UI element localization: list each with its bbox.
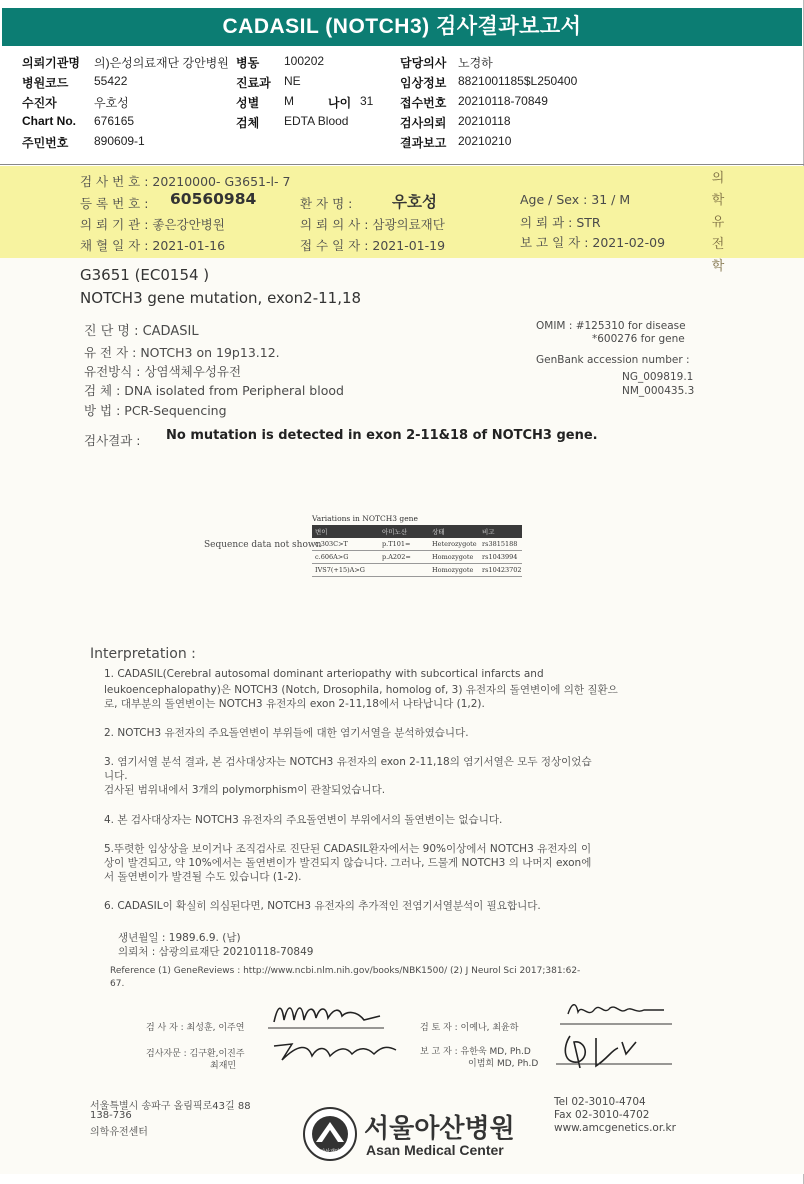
tester-signature <box>268 996 384 1030</box>
test-name: NOTCH3 gene mutation, exon2-11,18 <box>80 289 362 307</box>
age-sex: Age / Sex : 31 / M <box>520 192 631 207</box>
stamp-char: 학 <box>711 259 725 274</box>
tester: 검 사 자 : 최성훈, 이주연 <box>146 1023 245 1033</box>
interp-line: 3. 염기서열 분석 결과, 본 검사대상자는 NOTCH3 유전자의 exon 2-11,18의 염기서열은 모두 정상이었습 <box>104 756 592 768</box>
accession-1: NG_009819.1 <box>622 371 694 383</box>
value-specimen: EDTA Blood <box>284 114 349 128</box>
interp-line: 검사된 범위내에서 3개의 polymorphism이 관찰되었습니다. <box>104 784 386 796</box>
reporter-2: 이범희 MD, Ph.D <box>468 1059 539 1069</box>
variation-table-header <box>312 525 522 538</box>
accession-2: NM_000435.3 <box>622 385 695 397</box>
address-line-3: 의학유전센터 <box>90 1127 148 1138</box>
test-code: G3651 (EC0154 ) <box>80 266 210 284</box>
stamp-char: 학 <box>711 193 725 208</box>
scan-agency: 의 뢰 기 관 : 좋은강안병원 <box>80 217 225 232</box>
table-cell: p.A202= <box>382 553 411 561</box>
asan-foundation-logo <box>302 1106 358 1162</box>
value-agency: 의)은성의료재단 강안병원 <box>94 56 229 70</box>
exam-number: 검 사 번 호 : 20210000- G3651-l- 7 <box>80 174 291 189</box>
header-cell: 아미노산 <box>382 528 408 536</box>
table-row <box>312 564 522 577</box>
reporter-signature <box>556 1028 672 1072</box>
sequence-note: Sequence data not shown <box>204 540 322 550</box>
label-sex: 성별 <box>236 96 260 110</box>
label-resident-no: 주민번호 <box>22 136 69 150</box>
report-title: CADASIL (NOTCH3) 검사결과보고서 <box>2 8 802 46</box>
interp-line: 2. NOTCH3 유전자의 주요돌연변이 부위들에 대한 염기서열을 분석하였습니다. <box>104 727 469 739</box>
value-resident-no: 890609-1 <box>94 134 145 148</box>
result-text: No mutation is detected in exon 2-11&18 of NOTCH3 gene. <box>166 428 598 443</box>
omim-disease: OMIM : #125310 for disease <box>536 320 686 332</box>
interp-line: 상이 발견되고, 약 10%에서는 돌연변이가 발견되지 않습니다. 그러나, 드물게 NOTCH3 의 나머지 exon에 <box>104 857 592 869</box>
header-cell: 변이 <box>315 528 328 536</box>
patient-label: 환 자 명 : <box>300 196 353 211</box>
interp-line: 6. CADASIL이 확실히 의심된다면, NOTCH3 유전자의 추가적인 전염기서열분석이 필요합니다. <box>104 900 541 912</box>
variation-table-title: Variations in NOTCH3 gene <box>312 514 418 523</box>
website: www.amcgenetics.or.kr <box>554 1122 676 1134</box>
reg-number: 60560984 <box>170 190 257 208</box>
hospital-name-en: Asan Medical Center <box>366 1142 504 1158</box>
report-date: 보 고 일 자 : 2021-02-09 <box>520 235 666 250</box>
value-clinical-info: 8821001185$L250400 <box>458 74 578 88</box>
collect-date: 채 혈 일 자 : 2021-01-16 <box>80 238 226 253</box>
variation-table <box>312 514 522 577</box>
label-specimen: 검체 <box>236 116 260 130</box>
table-cell: rs10423702 <box>482 566 522 574</box>
table-cell: IVS7(+15)A>G <box>315 566 365 574</box>
diagnosis: 진 단 명 : CADASIL <box>84 324 199 339</box>
value-ward: 100202 <box>284 54 325 68</box>
value-doctor: 노경하 <box>458 56 493 70</box>
value-hospital-code: 55422 <box>94 74 128 88</box>
advisor-signature <box>268 1034 404 1064</box>
label-patient: 수진자 <box>22 96 57 110</box>
verifier: 검 토 자 : 이예나, 최윤하 <box>420 1023 519 1033</box>
verifier-signature <box>560 996 672 1030</box>
label-chart-no: Chart No. <box>22 114 76 128</box>
method: 방 법 : PCR-Sequencing <box>84 403 227 418</box>
interp-line: 1. CADASIL(Cerebral autosomal dominant arteriopathy with subcortical infarcts and <box>104 668 544 680</box>
birth-date: 생년월일 : 1989.6.9. (남) <box>118 932 241 944</box>
specimen: 검 체 : DNA isolated from Peripheral blood <box>84 383 344 398</box>
header-cell: 상태 <box>432 528 445 536</box>
gene: 유 전 자 : NOTCH3 on 19p13.12. <box>84 345 280 360</box>
interp-line: 5.뚜렷한 임상상을 보이거나 조직검사로 진단된 CADASIL환자에서는 90%이상에서 NOTCH3 유전자의 이 <box>104 843 592 855</box>
header-cell: 비고 <box>482 528 495 536</box>
table-cell: rs1043994 <box>482 553 518 561</box>
logo-inner-text: 아산재단 <box>320 1149 340 1155</box>
label-clinical-info: 임상정보 <box>400 76 447 90</box>
patient-name: 우호성 <box>392 193 437 211</box>
telephone: Tel 02-3010-4704 <box>554 1096 646 1108</box>
dept-vertical-stamp <box>708 168 728 278</box>
value-age: 31 <box>360 94 374 108</box>
interpretation-title: Interpretation : <box>90 646 196 662</box>
fax: Fax 02-3010-4702 <box>554 1109 650 1121</box>
label-request-date: 검사의뢰 <box>400 116 447 130</box>
label-accession: 접수번호 <box>400 96 447 110</box>
label-age: 나이 <box>328 96 352 110</box>
interp-line: 로, 대부분의 돌연변이는 NOTCH3 유전자의 exon 2-11,18에서 나타납니다 (1,2). <box>104 698 485 710</box>
reference-line-2: 67. <box>110 979 125 989</box>
interp-line: leukoencephalopathy)은 NOTCH3 (Notch, Drosophila, homolog of, 3) 유전자의 돌연변이에 의한 질환으 <box>104 684 618 696</box>
table-row <box>312 538 522 551</box>
interp-line: 4. 본 검사대상자는 NOTCH3 유전자의 주요돌연변이 부위에서의 돌연변이는 없습니다. <box>104 814 503 826</box>
result-label: 검사결과 : <box>84 433 141 448</box>
omim-gene: *600276 for gene <box>592 333 685 345</box>
receive-date: 접 수 일 자 : 2021-01-19 <box>300 238 446 253</box>
reference-line-1: Reference (1) GeneReviews : http://www.ncbi.nlm.nih.gov/books/NBK1500/ (2) J Neurol Sci 2017;381:62- <box>110 966 581 976</box>
table-cell: Homozygote <box>432 566 474 574</box>
value-dept: NE <box>284 74 301 88</box>
label-report-date: 결과보고 <box>400 136 447 150</box>
table-row <box>312 551 522 564</box>
stamp-char: 전 <box>711 237 725 252</box>
address-line-1: 서울특별시 송파구 올림픽로43길 88 <box>90 1101 251 1112</box>
label-doctor: 담당의사 <box>400 56 447 70</box>
stamp-char: 유 <box>711 215 725 230</box>
table-cell: c.303C>T <box>315 540 348 548</box>
interp-line: 서 돌연변이가 발견될 수도 있습니다 (1-2). <box>104 871 302 883</box>
technical-advisor-2: 최재민 <box>210 1061 237 1071</box>
value-sex: M <box>284 94 294 108</box>
reporter: 보 고 자 : 유한욱 MD, Ph.D <box>420 1047 531 1057</box>
label-agency: 의뢰기관명 <box>22 56 80 70</box>
table-cell: Homozygote <box>432 553 474 561</box>
table-cell: c.606A>G <box>315 553 349 561</box>
inheritance: 유전방식 : 상염색체우성유전 <box>84 364 242 379</box>
scan-doctor: 의 뢰 의 사 : 삼광의료재단 <box>300 217 445 232</box>
label-ward: 병동 <box>236 56 260 70</box>
address-line-2: 138-736 <box>90 1110 132 1121</box>
requester: 의뢰처 : 삼광의료재단 20210118-70849 <box>118 946 314 958</box>
reg-number-label: 등 록 번 호 : <box>80 196 149 211</box>
value-accession: 20210118-70849 <box>458 94 548 108</box>
stamp-char: 의 <box>711 171 725 186</box>
table-cell: Heterozygote <box>432 540 477 548</box>
header-divider <box>0 164 804 165</box>
interp-line: 니다. <box>104 770 128 782</box>
genbank-label: GenBank accession number : <box>536 354 690 366</box>
scan-dept: 의 뢰 과 : STR <box>520 215 601 230</box>
value-request-date: 20210118 <box>458 114 511 128</box>
table-cell: rs3815188 <box>482 540 518 548</box>
value-patient: 우호성 <box>94 96 129 110</box>
technical-advisor: 검사자문 : 김구환,이진주 <box>146 1049 245 1059</box>
table-cell: p.T101= <box>382 540 411 548</box>
hospital-name-kr: 서울아산병원 <box>364 1114 515 1144</box>
value-report-date: 20210210 <box>458 134 512 148</box>
label-hospital-code: 병원코드 <box>22 76 69 90</box>
value-chart-no: 676165 <box>94 114 135 128</box>
label-dept: 진료과 <box>236 76 271 90</box>
